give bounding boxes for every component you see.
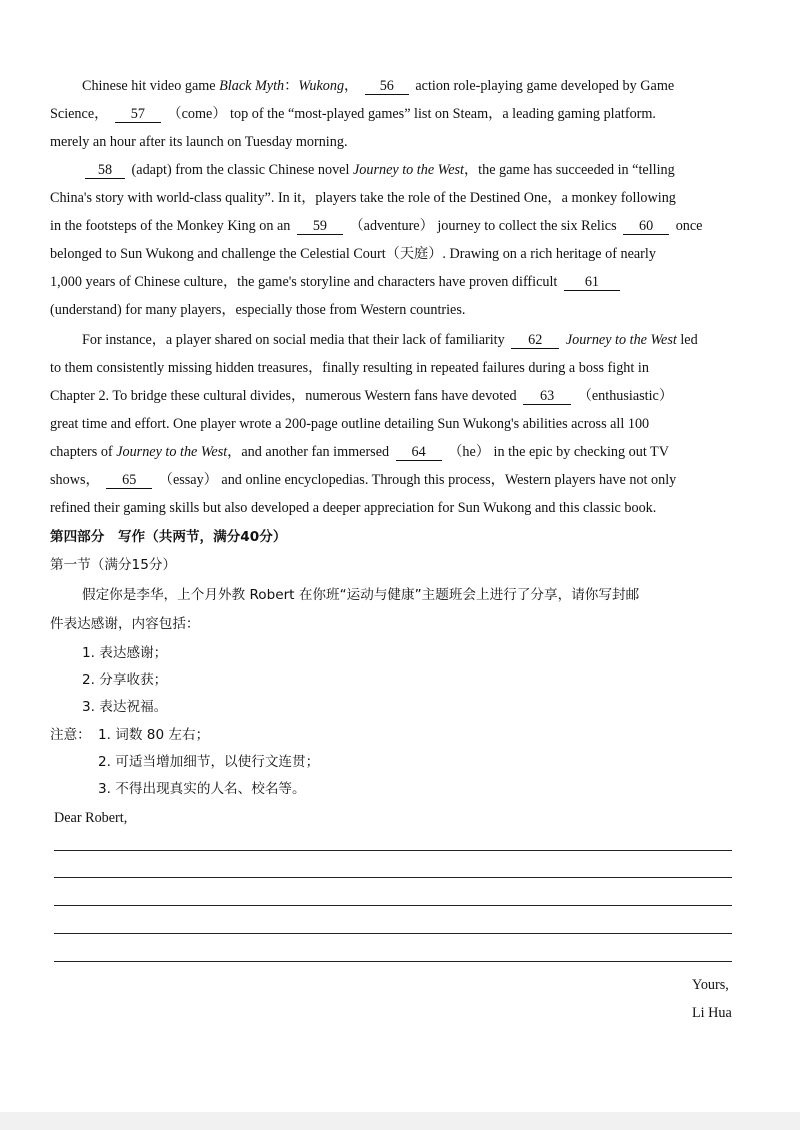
novel-title: Journey to the West bbox=[116, 444, 228, 460]
text: led bbox=[676, 332, 698, 348]
text: once bbox=[675, 218, 703, 234]
passage-p1-line2 bbox=[50, 104, 742, 124]
blank-64[interactable]: 64 bbox=[396, 444, 442, 461]
text: (adapt) bbox=[131, 162, 172, 178]
game-title-part2: Wukong bbox=[298, 78, 345, 94]
section-title: 第一节（满分15分） bbox=[50, 557, 177, 573]
blank-61[interactable]: 61 bbox=[564, 274, 620, 291]
part-title: 第四部分 写作（共两节，满分40分） bbox=[50, 529, 287, 545]
note-label: 注意： bbox=[50, 727, 91, 743]
note-3: 3. 不得出现真实的人名、校名等。 bbox=[98, 781, 306, 797]
blank-62[interactable]: 62 bbox=[511, 332, 559, 349]
passage-p2-line4: belonged to Sun Wukong and challenge the Celestial Court（天庭）. Drawing on a rich heritage of nearly bbox=[50, 246, 656, 262]
passage-p3-line7: refined their gaming skills but also developed a deeper appreciation for Sun Wukong and this classic book. bbox=[50, 500, 657, 516]
passage-p3-line1 bbox=[82, 330, 742, 350]
text: ，the game has succeeded in “telling bbox=[463, 162, 675, 178]
passage-p2-line2: China's story with world-class quality”. In it，players take the role of the Destined One，a monkey following bbox=[50, 190, 676, 206]
note-1: 1. 词数 80 左右； bbox=[98, 727, 210, 743]
writing-prompt-line2: 件表达感谢，内容包括： bbox=[50, 616, 200, 632]
text: chapters of bbox=[50, 444, 117, 460]
passage-p2-line1 bbox=[82, 160, 742, 180]
text: （he） in the epic by checking out TV bbox=[448, 444, 669, 460]
passage-p3-line3 bbox=[50, 386, 742, 406]
blank-63[interactable]: 63 bbox=[523, 388, 571, 405]
writing-line-4[interactable] bbox=[54, 933, 732, 934]
text: （adventure） journey to collect the six Relics bbox=[349, 218, 617, 234]
writing-line-3[interactable] bbox=[54, 905, 732, 906]
content-item-2: 2. 分享收获； bbox=[82, 672, 168, 688]
text: For instance，a player shared on social media that their lack of familiarity bbox=[82, 332, 505, 348]
text: Chapter 2. To bridge these cultural divides，numerous Western fans have devoted bbox=[50, 388, 517, 404]
writing-line-2[interactable] bbox=[54, 877, 732, 878]
text: ， bbox=[344, 78, 359, 94]
text: ： bbox=[284, 78, 299, 94]
text: （come） top of the “most-played games” list on Steam，a leading gaming platform. bbox=[167, 106, 656, 122]
blank-58[interactable]: 58 bbox=[85, 162, 125, 179]
passage-p3-line6 bbox=[50, 470, 742, 490]
passage-p2-line3 bbox=[50, 216, 742, 236]
writing-line-5[interactable] bbox=[54, 961, 732, 962]
content-item-1: 1. 表达感谢； bbox=[82, 645, 168, 661]
text: shows， bbox=[50, 472, 100, 488]
blank-60[interactable]: 60 bbox=[623, 218, 669, 235]
text: （enthusiastic） bbox=[577, 388, 674, 404]
game-title: Black Myth bbox=[219, 78, 285, 94]
writing-prompt-line1: 假定你是李华，上个月外教 Robert 在你班“运动与健康”主题班会上进行了分享，请你写封邮 bbox=[82, 587, 640, 603]
passage-p3-line4: great time and effort. One player wrote a 200-page outline detailing Sun Wukong's abilities across all 100 bbox=[50, 416, 650, 432]
letter-signature: Li Hua bbox=[692, 1005, 732, 1021]
passage-p3-line2: to them consistently missing hidden treasures，finally resulting in repeated failures during a boss fight in bbox=[50, 360, 649, 376]
text: action role-playing game developed by Game bbox=[415, 78, 675, 94]
novel-title: Journey to the West bbox=[352, 162, 464, 178]
letter-closing: Yours, bbox=[692, 977, 729, 993]
text: Science， bbox=[50, 106, 109, 122]
text: （essay） and online encyclopedias. Through this process，Western players have not only bbox=[158, 472, 677, 488]
passage-p1-line1 bbox=[82, 76, 742, 96]
passage-p3-line5 bbox=[50, 442, 742, 462]
blank-57[interactable]: 57 bbox=[115, 106, 161, 123]
passage-p2-line5 bbox=[50, 272, 742, 292]
passage-p1-line3: merely an hour after its launch on Tuesday morning. bbox=[50, 134, 348, 150]
blank-56[interactable]: 56 bbox=[365, 78, 409, 95]
text: ，and another fan immersed bbox=[227, 444, 390, 460]
text: from the classic Chinese novel bbox=[175, 162, 353, 178]
blank-65[interactable]: 65 bbox=[106, 472, 152, 489]
note-2: 2. 可适当增加细节，以使行文连贯； bbox=[98, 754, 320, 770]
page-bottom-edge bbox=[0, 1112, 800, 1130]
writing-line-1[interactable] bbox=[54, 850, 732, 851]
content-item-3: 3. 表达祝福。 bbox=[82, 699, 168, 715]
text: in the footsteps of the Monkey King on an bbox=[50, 218, 291, 234]
text: 1,000 years of Chinese culture，the game's storyline and characters have proven difficult bbox=[50, 274, 558, 290]
text: Chinese hit video game bbox=[82, 78, 220, 94]
blank-59[interactable]: 59 bbox=[297, 218, 343, 235]
novel-title: Journey to the West bbox=[565, 332, 677, 348]
passage-p2-line6: (understand) for many players，especially those from Western countries. bbox=[50, 302, 466, 318]
letter-greeting: Dear Robert, bbox=[54, 810, 128, 826]
